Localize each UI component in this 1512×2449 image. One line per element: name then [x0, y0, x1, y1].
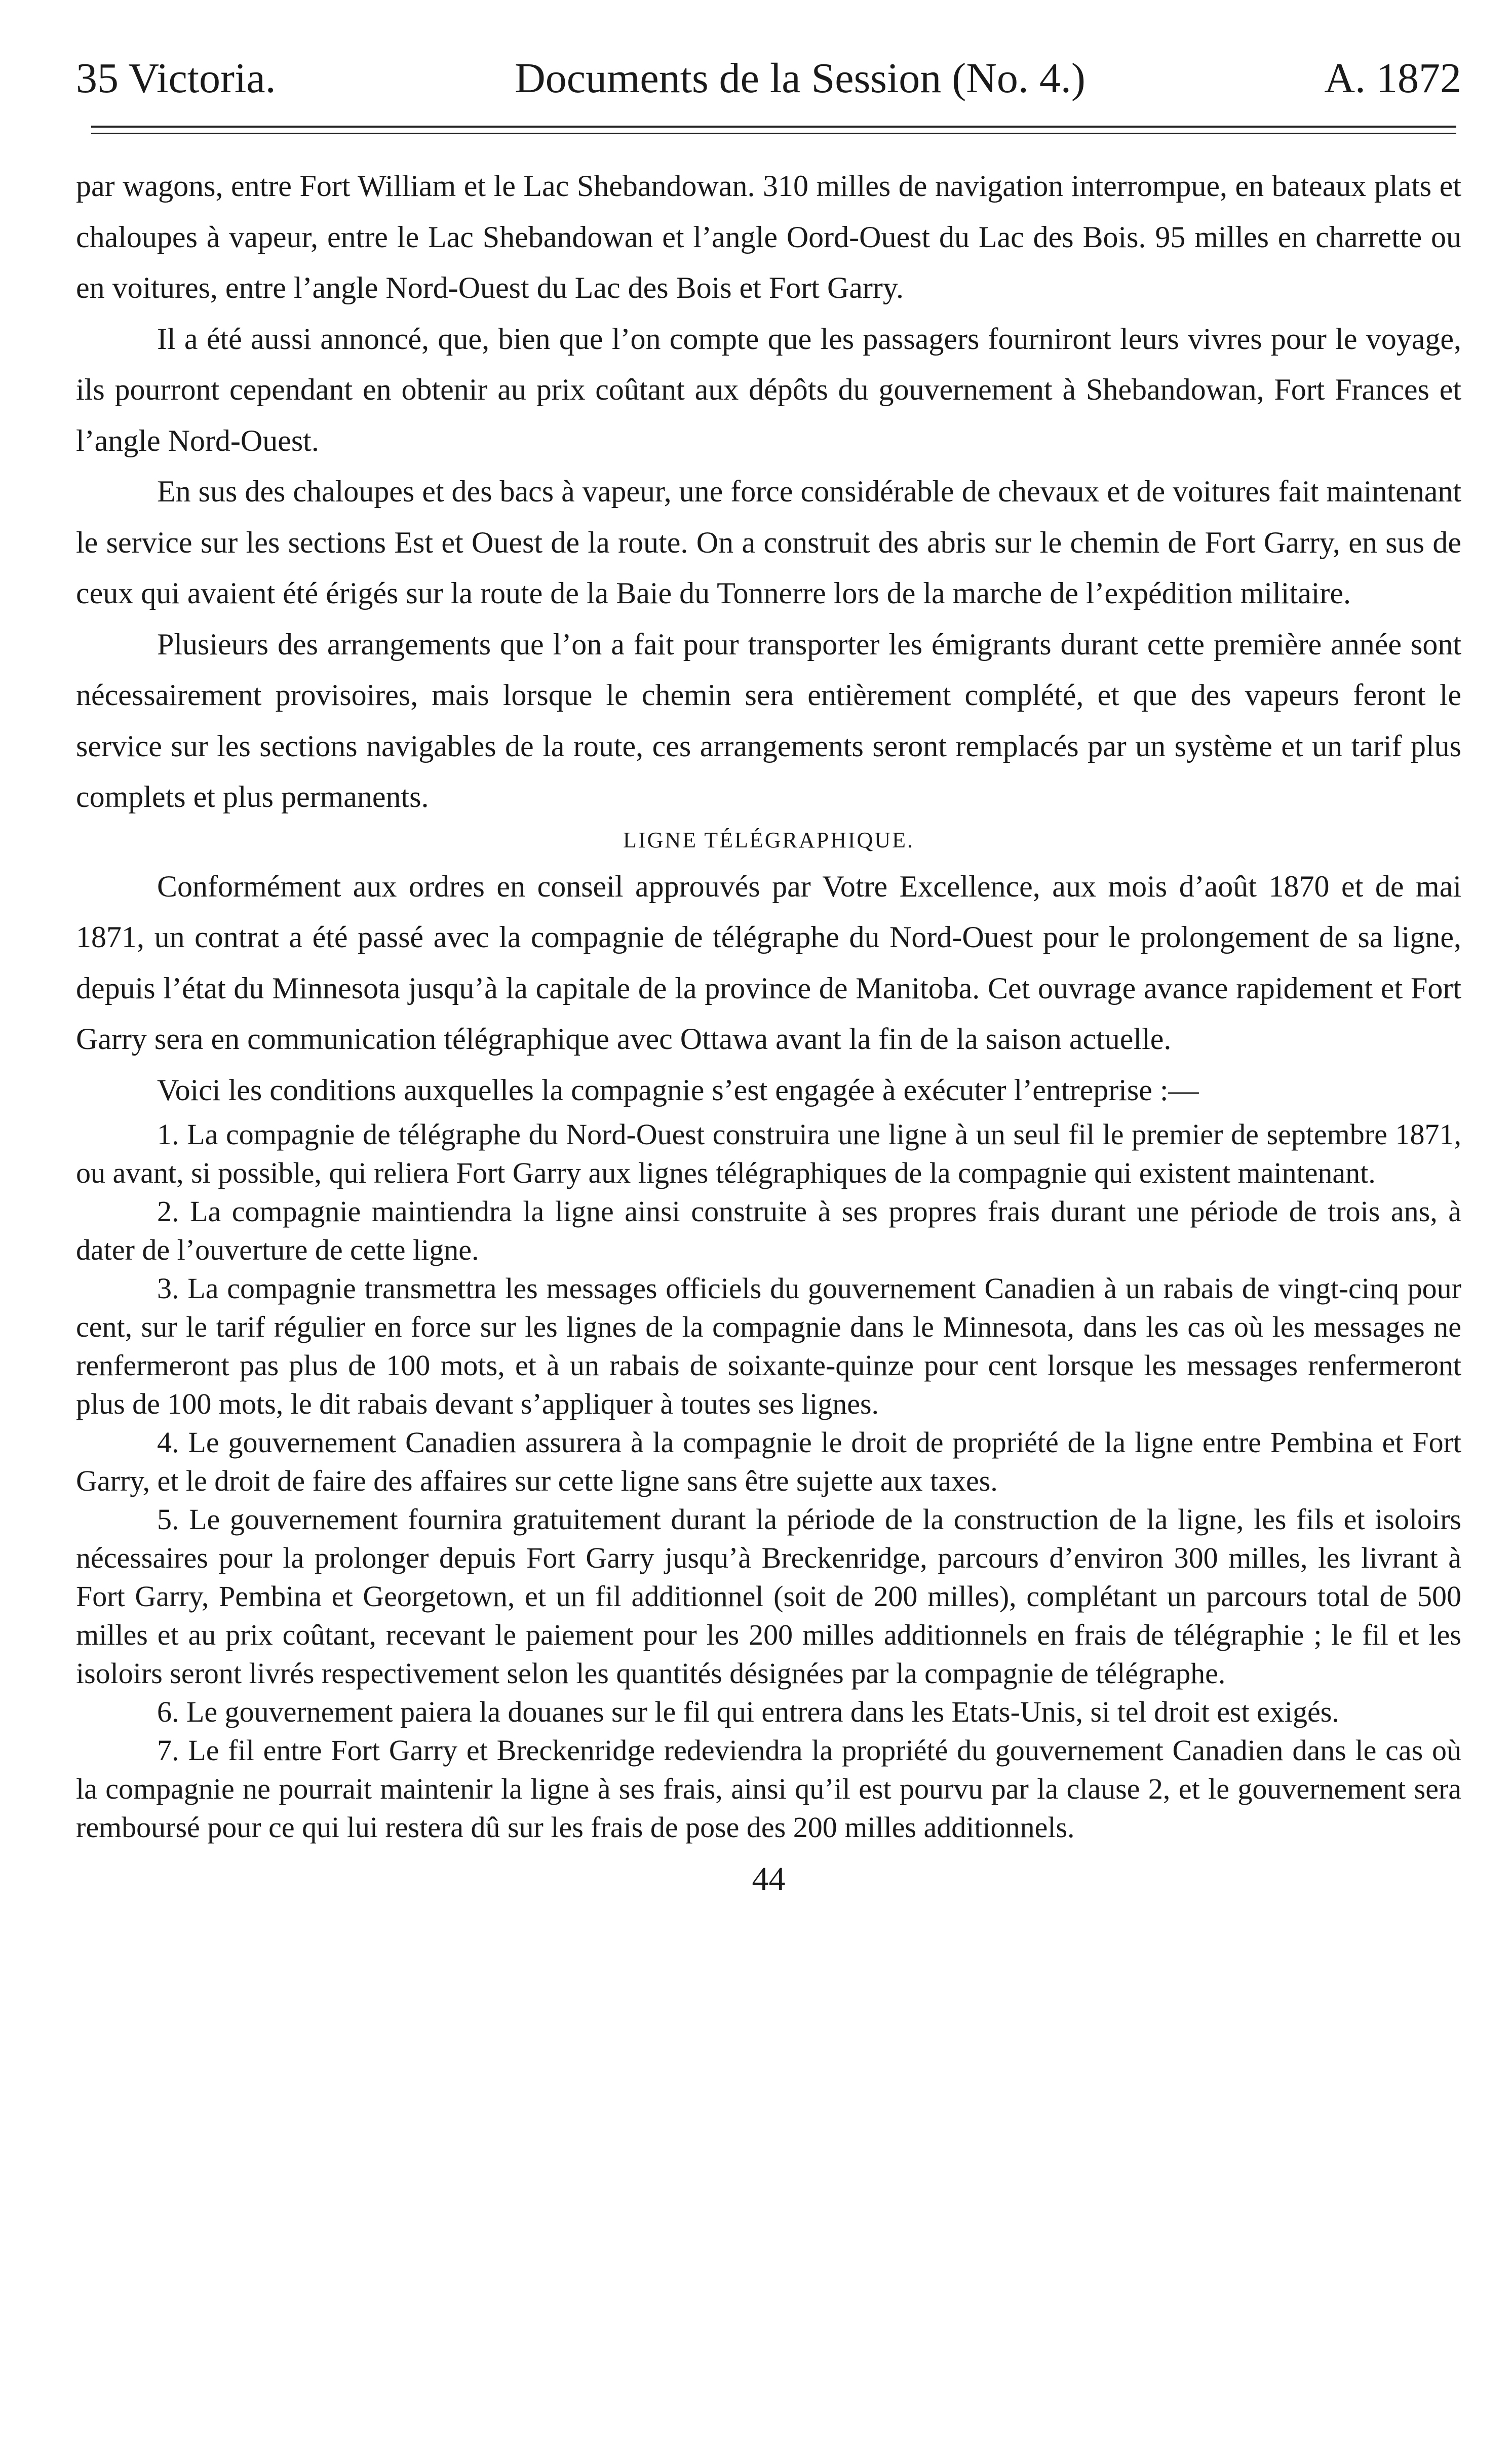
clause: 4. Le gouvernement Canadien assurera à la compagnie le droit de propriété de la ligne entre Pembina et Fort Garry, et le droit de faire des affaires sur cette ligne sans être sujette aux taxes.: [76, 1426, 1461, 1497]
header-rule-secondary: [91, 133, 1456, 134]
paragraph: par wagons, entre Fort William et le Lac Shebandowan. 310 milles de navigation interrompue, en bateaux plats et chaloupes à vapeur, entre le Lac Shebandowan et l’angle Oord-Ouest du Lac des Bois. 95 milles en charrette ou en voitures, entre l’angle Nord-Ouest du Lac des Bois et Fort Garry.: [76, 169, 1461, 304]
clause: 2. La compagnie maintiendra la ligne ainsi construite à ses propres frais durant une période de trois ans, à dater de l’ouverture de cette ligne.: [76, 1195, 1461, 1266]
running-header: [76, 51, 1461, 116]
document-page: [76, 51, 1461, 1898]
section-heading: LIGNE TÉLÉGRAPHIQUE.: [623, 827, 914, 852]
header-rule: [91, 126, 1456, 128]
paragraph: Plusieurs des arrangements que l’on a fait pour transporter les émigrants durant cette première année sont nécessairement provisoires, mais lorsque le chemin sera entièrement complété, et que des vapeurs feront le service sur les sections navigables de la route, ces arrangements seront remplacés par un système et un tarif plus complets et plus permanents.: [76, 627, 1461, 813]
clause: 3. La compagnie transmettra les messages officiels du gouvernement Canadien à un rabais de vingt-cinq pour cent, sur le tarif régulier en force sur les lignes de la compagnie dans le Minnesota, dans les cas où les messages ne renfermeront pas plus de 100 mots, et à un rabais de soixante-quinze pour cent lorsque les messages renfermeront plus de 100 mots, le dit rabais devant s’appliquer à toutes ses lignes.: [76, 1272, 1461, 1420]
header-date: A. 1872: [1324, 55, 1461, 102]
paragraph: Il a été aussi annoncé, que, bien que l’on compte que les passagers fourniront leurs vivres pour le voyage, ils pourront cependant en obtenir au prix coûtant aux dépôts du gouvernement à Shebandowan, Fort Frances et l’angle Nord-Ouest.: [76, 322, 1461, 457]
paragraph: Conformément aux ordres en conseil approuvés par Votre Excellence, aux mois d’août 1870 et de mai 1871, un contrat a été passé avec la compagnie de télégraphe du Nord-Ouest pour le prolongement de sa ligne, depuis l’état du Minnesota jusqu’à la capitale de la province de Manitoba. Cet ouvrage avance rapidement et Fort Garry sera en communication télégraphique avec Ottawa avant la fin de la saison actuelle.: [76, 869, 1461, 1056]
contract-clauses: [76, 1115, 1461, 1847]
paragraph: Voici les conditions auxquelles la compagnie s’est engagée à exécuter l’entreprise :—: [157, 1073, 1199, 1107]
paragraph: En sus des chaloupes et des bacs à vapeur, une force considérable de chevaux et de voitures fait maintenant le service sur les sections Est et Ouest de la route. On a construit des abris sur le chemin de Fort Garry, en sus de ceux qui avaient été érigés sur la route de la Baie du Tonnerre lors de la marche de l’expédition militaire.: [76, 475, 1461, 610]
clause: 5. Le gouvernement fournira gratuitement durant la période de la construction de la ligne, les fils et isoloirs nécessaires pour la prolonger depuis Fort Garry jusqu’à Breckenridge, parcours d’environ 300 milles, les livrant à Fort Garry, Pembina et Georgetown, et un fil additionnel (soit de 200 milles), complétant un parcours total de 500 milles et au prix coûtant, recevant le paiement pour les 200 milles additionnels en frais de télégraphie ; le fil et les isoloirs seront livrés respectivement selon les quantités désignées par la compagnie de télégraphe.: [76, 1503, 1461, 1690]
header-title: Documents de la Session (No. 4.): [515, 55, 1085, 102]
clause: 7. Le fil entre Fort Garry et Breckenridge redeviendra la propriété du gouvernement Canadien dans le cas où la compagnie ne pourrait maintenir la ligne à ses frais, ainsi qu’il est pourvu par la clause 2, et le gouvernement sera remboursé pour ce qui lui restera dû sur les frais de pose des 200 milles additionnels.: [76, 1734, 1461, 1844]
clause: 1. La compagnie de télégraphe du Nord-Ouest construira une ligne à un seul fil le premier de septembre 1871, ou avant, si possible, qui reliera Fort Garry aux lignes télégraphiques de la compagnie qui existent maintenant.: [76, 1118, 1461, 1189]
clause: 6. Le gouvernement paiera la douanes sur le fil qui entrera dans les Etats-Unis, si tel droit est exigés.: [157, 1695, 1339, 1728]
header-session-year: 35 Victoria.: [76, 55, 276, 102]
body-text: [76, 161, 1461, 1115]
page-number: 44: [752, 1860, 786, 1897]
